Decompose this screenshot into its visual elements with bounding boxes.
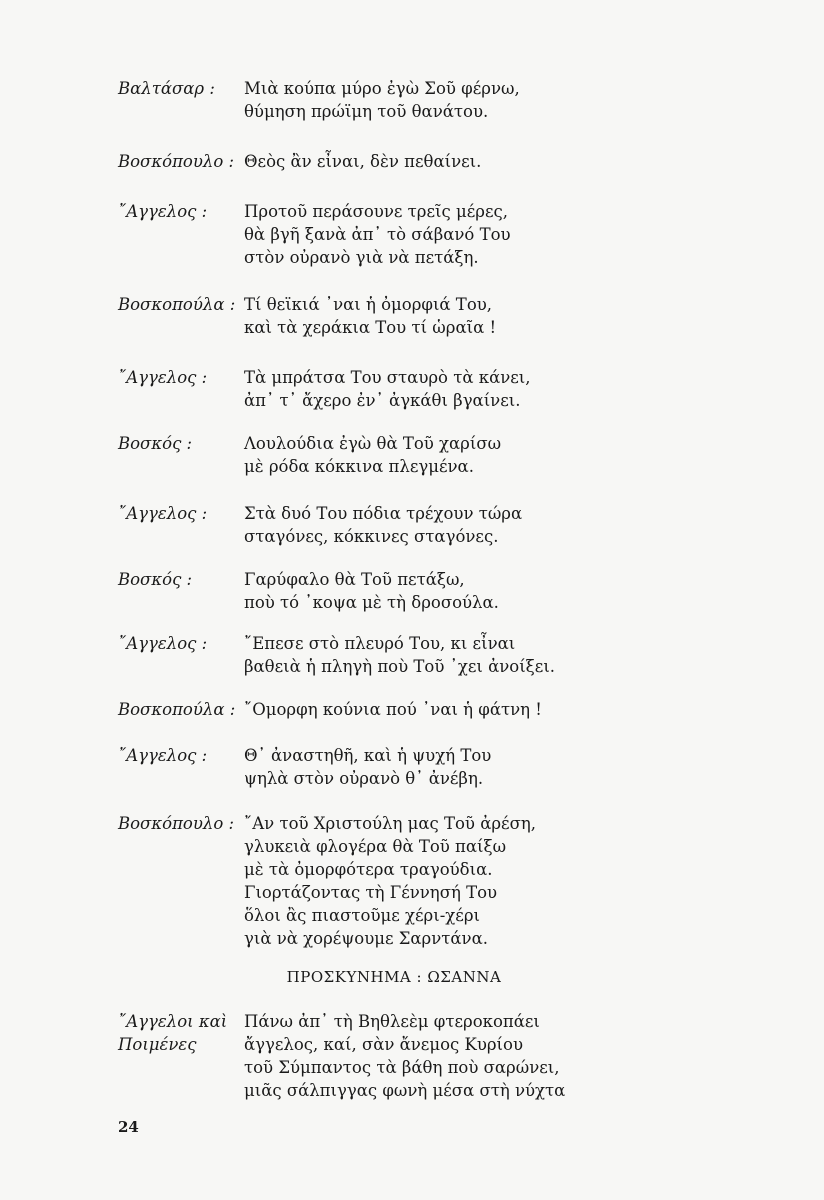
verse-lines: [244, 150, 764, 173]
speaker-line: Βοσκός :: [118, 570, 193, 589]
verse-line: καὶ τὰ χεράκια Του τί ὡραῖα !: [244, 318, 497, 337]
speaker-line: ῎Αγγελος :: [118, 634, 208, 653]
verse-line: ῎Ομορφη κούνια πού ᾽ναι ἡ φάτνη !: [244, 700, 542, 719]
verse-line: ῎Αν τοῦ Χριστούλη μας Τοῦ ἀρέση,: [244, 814, 536, 833]
verse-line: ῎Επεσε στὸ πλευρό Του, κι εἶναι: [244, 634, 516, 653]
speaker-line: ῎Αγγελος :: [118, 202, 208, 221]
verse-line: στὸν οὐρανὸ γιὰ νὰ πετάξη.: [244, 248, 479, 267]
verse-lines: [244, 812, 764, 950]
speaker-line: ῎Αγγελοι καὶ: [118, 1012, 228, 1031]
speaker-name: [118, 1010, 238, 1056]
section-heading: ΠΡΟΣΚΥΝΗΜΑ : ΩΣΑΝΝΑ: [286, 968, 502, 986]
page-number: 24: [118, 1118, 139, 1136]
speaker-name: [118, 293, 238, 316]
verse-line: Τὰ μπράτσα Του σταυρὸ τὰ κάνει,: [244, 368, 531, 387]
verse-line: ἄγγελος, καί, σὰν ἄνεμος Κυρίου: [244, 1035, 523, 1054]
verse-line: βαθειὰ ἡ πληγὴ ποὺ Τοῦ ᾽χει ἀνοίξει.: [244, 657, 556, 676]
verse-lines: [244, 200, 764, 269]
verse-line: Γιορτάζοντας τὴ Γέννησή Του: [244, 883, 498, 902]
verse-lines: [244, 366, 764, 412]
speaker-name: [118, 568, 238, 591]
verse-line: μὲ τὰ ὀμορφότερα τραγούδια.: [244, 860, 493, 879]
verse-line: ψηλὰ στὸν οὐρανὸ θ᾽ ἀνέβη.: [244, 769, 484, 788]
verse-lines: [244, 744, 764, 790]
verse-line: ἀπ᾽ τ᾽ ἄχερο ἐν᾽ ἀγκάθι βγαίνει.: [244, 391, 521, 410]
verse-line: Γαρύφαλο θὰ Τοῦ πετάξω,: [244, 570, 465, 589]
verse-lines: [244, 77, 764, 123]
speaker-line: Ποιμένες: [118, 1035, 197, 1054]
speaker-name: [118, 698, 238, 721]
speaker-line: Βοσκόπουλο :: [118, 152, 235, 171]
verse-line: Πάνω ἀπ᾽ τὴ Βηθλεὲμ φτεροκοπάει: [244, 1012, 540, 1031]
verse-lines: [244, 1010, 764, 1102]
verse-line: ποὺ τό ᾽κοψα μὲ τὴ δροσούλα.: [244, 593, 499, 612]
speaker-name: [118, 632, 238, 655]
verse-lines: [244, 698, 764, 721]
verse-lines: [244, 432, 764, 478]
verse-line: τοῦ Σύμπαντος τὰ βάθη ποὺ σαρώνει,: [244, 1058, 560, 1077]
speaker-line: Βοσκοπούλα :: [118, 700, 236, 719]
verse-line: Στὰ δυό Του πόδια τρέχουν τώρα: [244, 504, 523, 523]
speaker-name: [118, 200, 238, 223]
verse-line: γλυκειὰ φλογέρα θὰ Τοῦ παίξω: [244, 837, 507, 856]
verse-line: Θ᾽ ἀναστηθῆ, καὶ ἡ ψυχή Του: [244, 746, 492, 765]
verse-line: μὲ ρόδα κόκκινα πλεγμένα.: [244, 457, 474, 476]
speaker-name: [118, 77, 238, 100]
verse-line: Λουλούδια ἐγὼ θὰ Τοῦ χαρίσω: [244, 434, 502, 453]
verse-line: γιὰ νὰ χορέψουμε Σαρντάνα.: [244, 929, 488, 948]
verse-line: Θεὸς ἂν εἶναι, δὲν πεθαίνει.: [244, 152, 482, 171]
verse-line: ὅλοι ἂς πιαστοῦμε χέρι-χέρι: [244, 906, 481, 925]
speaker-line: Βαλτάσαρ :: [118, 79, 215, 98]
speaker-name: [118, 812, 238, 835]
speaker-line: Βοσκόπουλο :: [118, 814, 235, 833]
verse-lines: [244, 632, 764, 678]
verse-line: Μιὰ κούπα μύρο ἐγὼ Σοῦ φέρνω,: [244, 79, 520, 98]
verse-line: θύμηση πρώϊμη τοῦ θανάτου.: [244, 102, 489, 121]
speaker-line: ῎Αγγελος :: [118, 368, 208, 387]
verse-line: θὰ βγῆ ξανὰ ἀπ᾽ τὸ σάβανό Του: [244, 225, 511, 244]
speaker-line: ῎Αγγελος :: [118, 504, 208, 523]
speaker-line: ῎Αγγελος :: [118, 746, 208, 765]
speaker-name: [118, 432, 238, 455]
verse-lines: [244, 502, 764, 548]
speaker-name: [118, 502, 238, 525]
verse-lines: [244, 568, 764, 614]
verse-line: Τί θεϊκιά ᾽ναι ἡ ὀμορφιά Του,: [244, 295, 493, 314]
verse-line: μιᾶς σάλπιγγας φωνὴ μέσα στὴ νύχτα: [244, 1081, 566, 1100]
speaker-name: [118, 366, 238, 389]
verse-lines: [244, 293, 764, 339]
verse-line: Προτοῦ περάσουνε τρεῖς μέρες,: [244, 202, 508, 221]
speaker-name: [118, 744, 238, 767]
verse-line: σταγόνες, κόκκινες σταγόνες.: [244, 527, 499, 546]
speaker-line: Βοσκοπούλα :: [118, 295, 236, 314]
speaker-name: [118, 150, 238, 173]
speaker-line: Βοσκός :: [118, 434, 193, 453]
